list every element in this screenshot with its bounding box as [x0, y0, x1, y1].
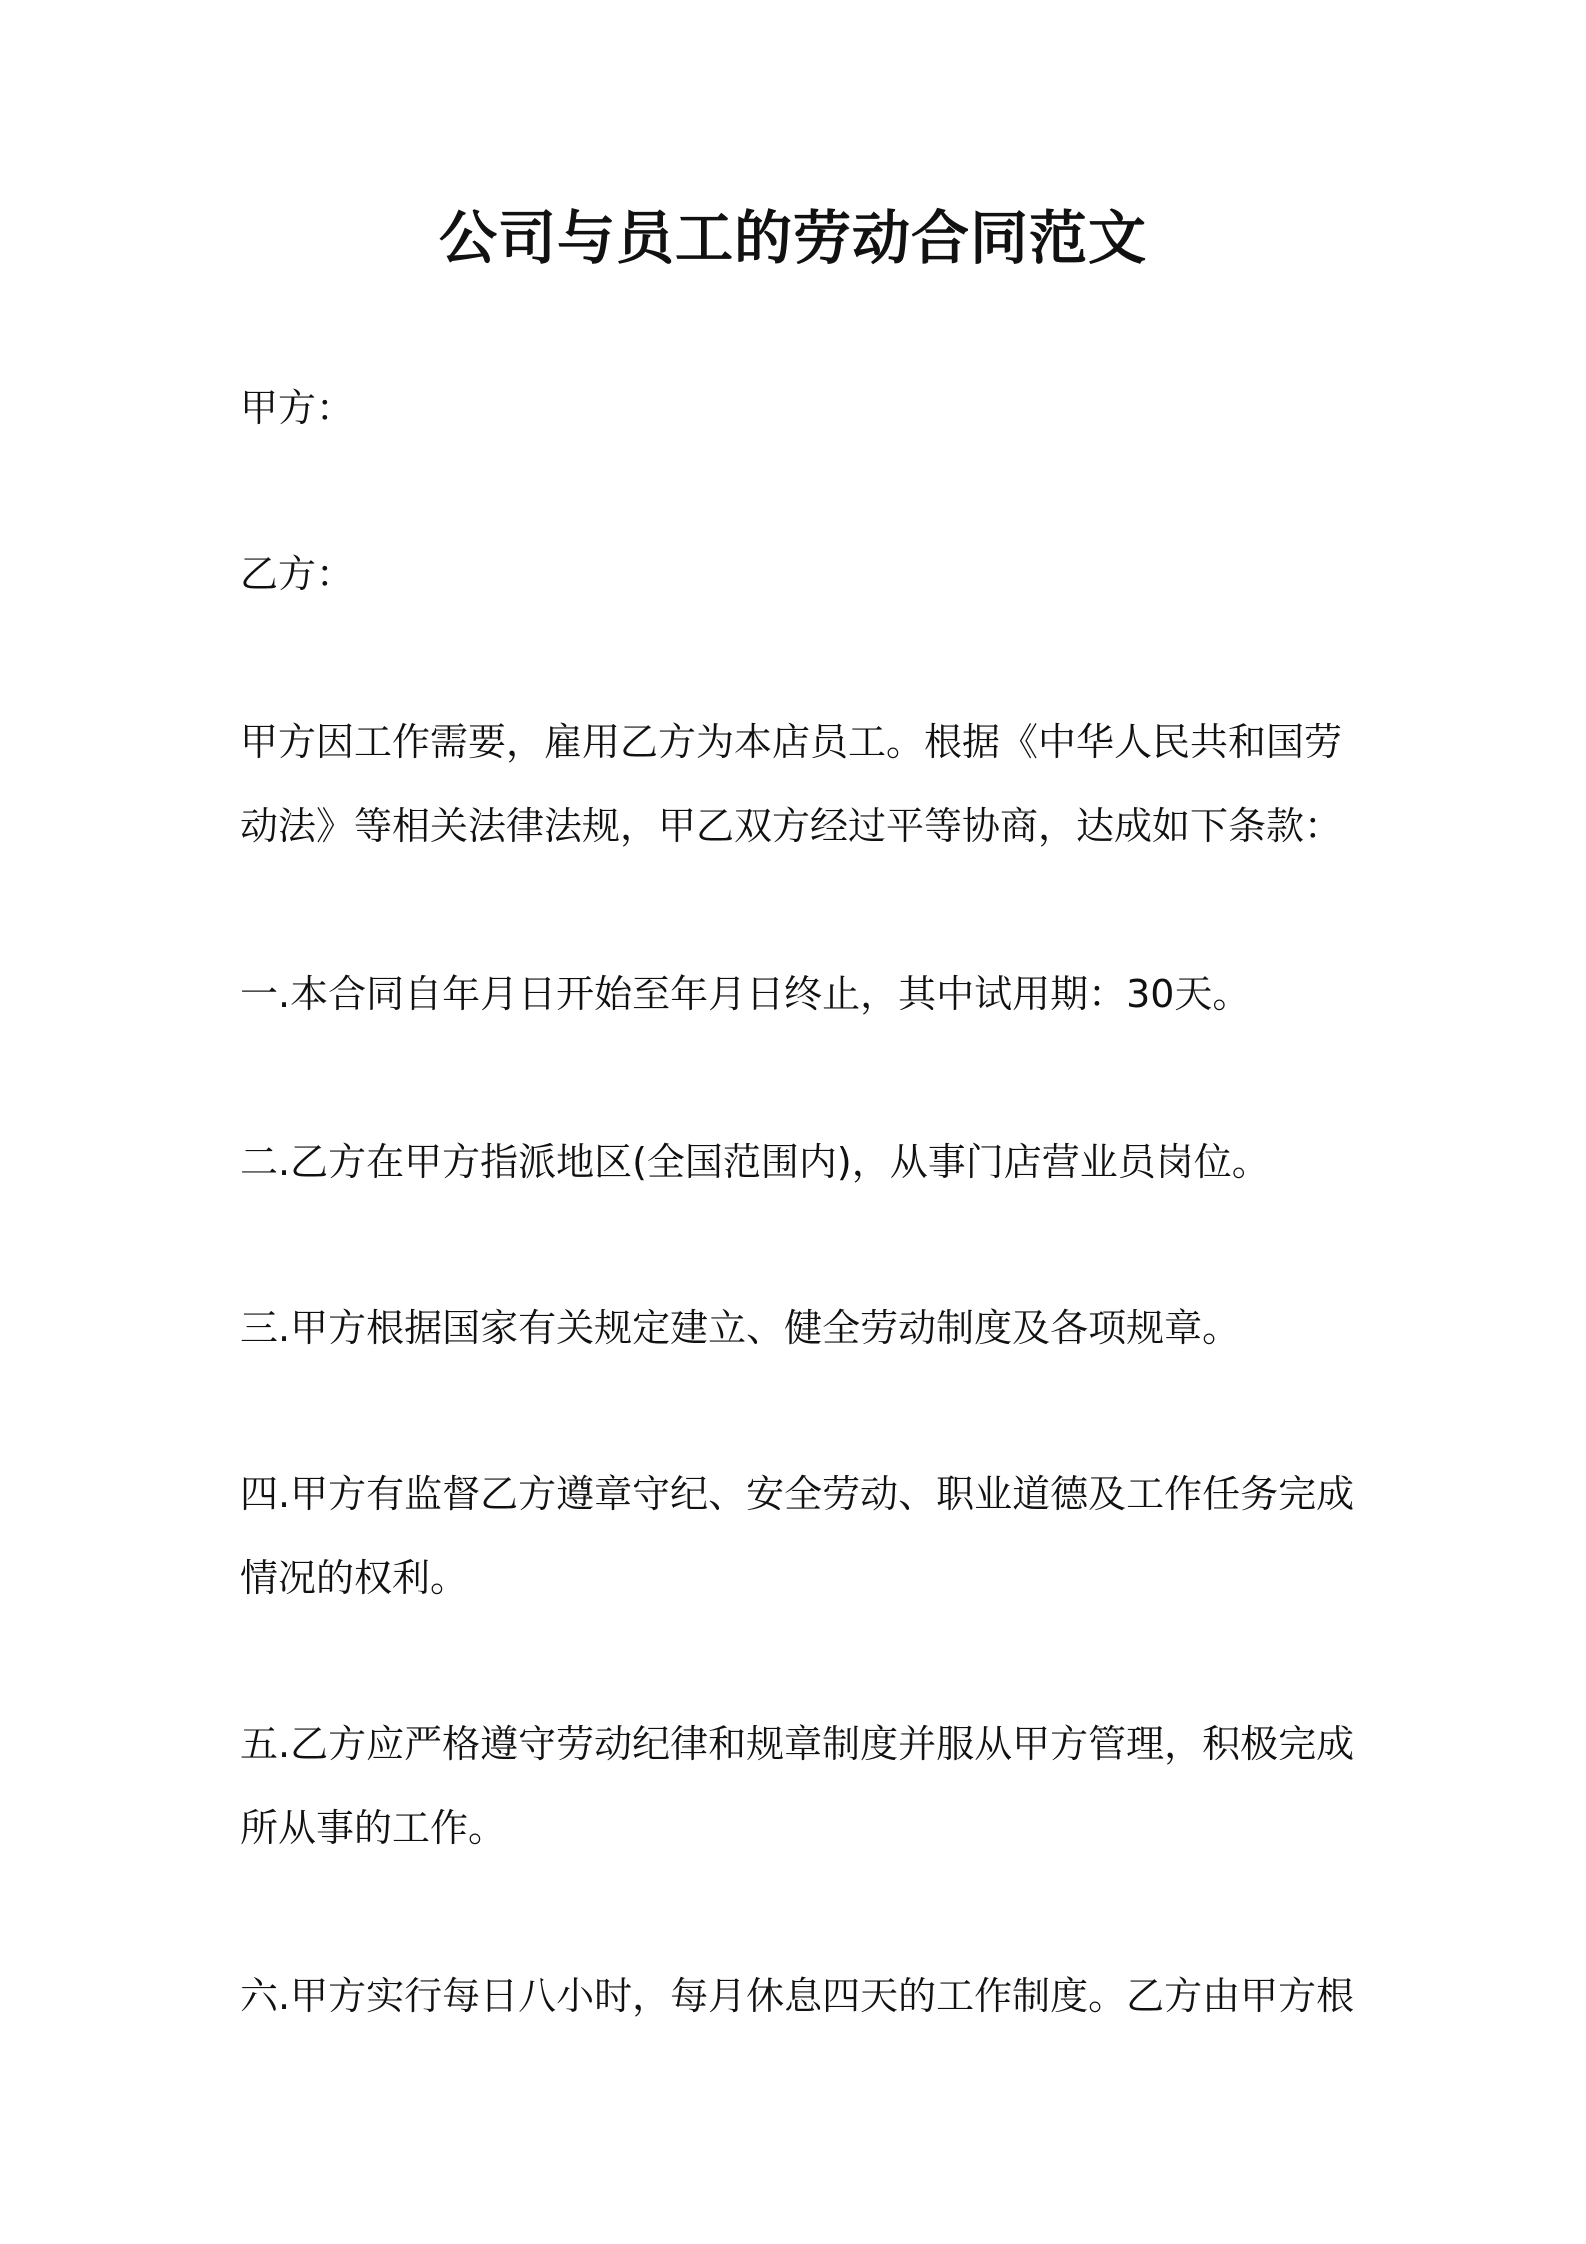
clause-5: 五.乙方应严格遵守劳动纪律和规章制度并服从甲方管理，积极完成所从事的工作。 [240, 1722, 1355, 1850]
preamble-paragraph: 甲方因工作需要，雇用乙方为本店员工。根据《中华人民共和国劳动法》等相关法律法规，甲乙双方经过平等协商，达成如下条款： [240, 720, 1343, 848]
clause-4: 四.甲方有监督乙方遵章守纪、安全劳动、职业道德及工作任务完成情况的权利。 [240, 1472, 1355, 1600]
clause-6: 六.甲方实行每日八小时，每月休息四天的工作制度。乙方由甲方根 [240, 1974, 1355, 2018]
clause-1: 一.本合同自年月日开始至年月日终止，其中试用期：30天。 [240, 972, 1251, 1016]
document-title: 公司与员工的劳动合同范文 [438, 204, 1147, 272]
clause-3: 三.甲方根据国家有关规定建立、健全劳动制度及各项规章。 [240, 1306, 1241, 1350]
party-a-line: 甲方： [240, 386, 355, 430]
party-b-line: 乙方： [240, 552, 355, 596]
clause-2: 二.乙方在甲方指派地区(全国范围内)，从事门店营业员岗位。 [240, 1140, 1270, 1184]
